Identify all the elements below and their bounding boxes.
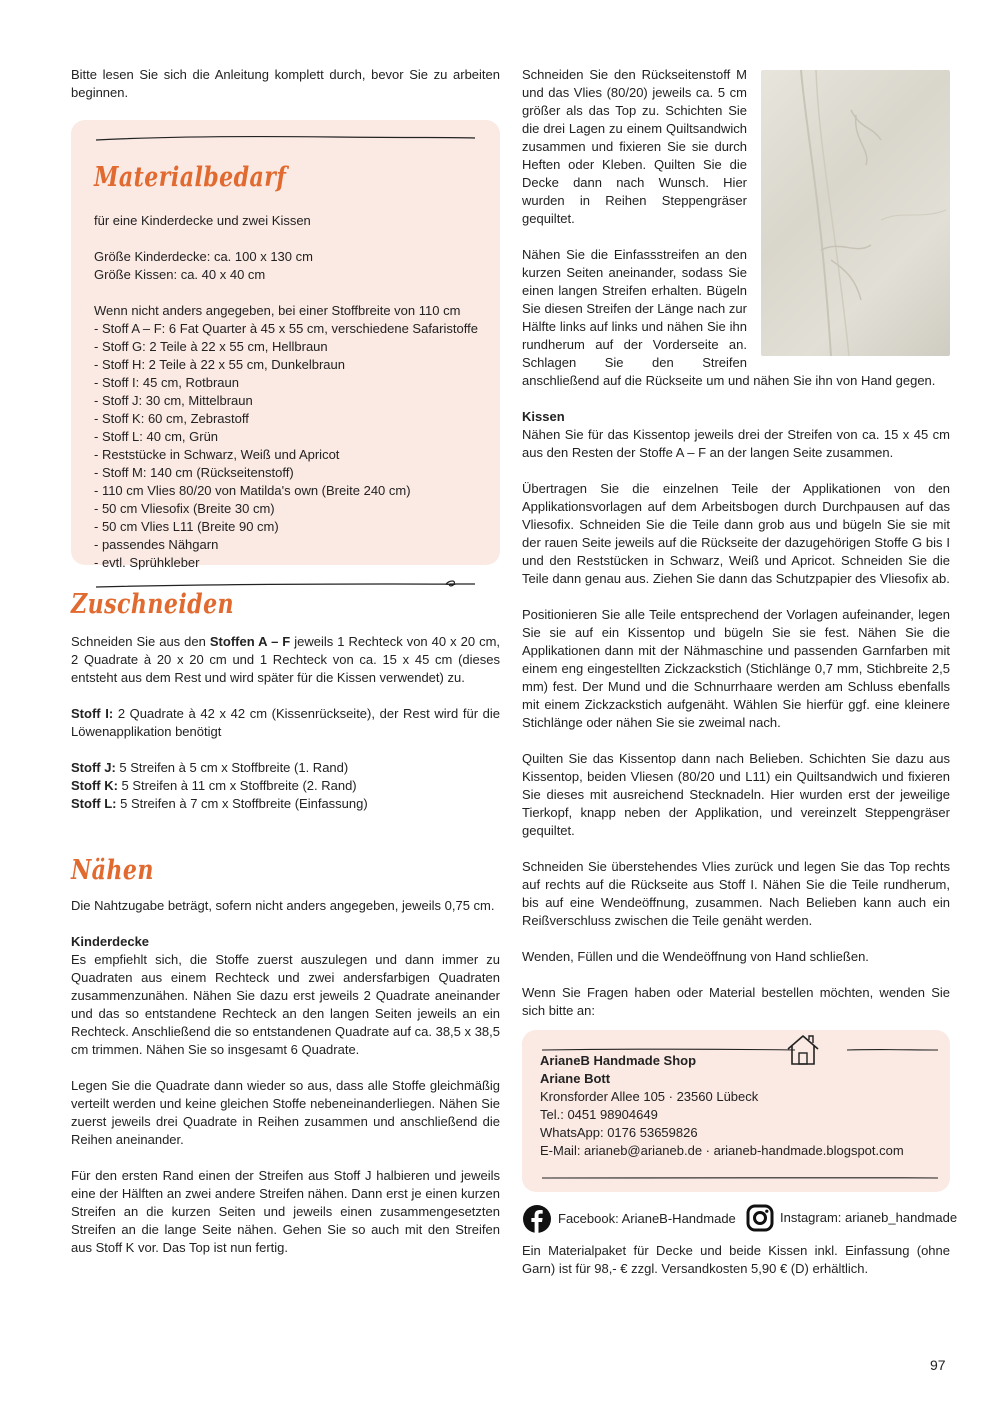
list-item: - 50 cm Vliesofix (Breite 30 cm) — [94, 501, 275, 516]
footer-note: Ein Materialpaket für Decke und beide Kissen inkl. Einfassung (ohne Garn) ist für 98,- € zzgl. Versandkosten 5,90 € (D) erhältlich. — [522, 1243, 950, 1276]
kissen-paragraph-1: Nähen Sie für das Kissentop jeweils drei der Streifen von ca. 15 x 45 cm aus den Resten der Stoffe A – F an der langen Seite zusammen. — [522, 427, 950, 460]
kissen-paragraph-3: Positionieren Sie alle Teile entsprechend der Vorlagen aufeinander, legen Sie sie auf ein Kissentop und bügeln Sie sie fest. Nähen Sie die Applikationen dann mit der Nähmaschine und passenden Garnfarben mit einem eng eingestellten Zickzackstich (Stichlänge 0,7 mm, Stichbreite 2,5 mm) fest. Der Mund und die Schnurrhaare werden am Schluss ebenfalls mit einem Zickzackstich aufgenäht. Wählen Sie hierfür ggf. eine kleinere Stichlänge oder nähen Sie sie zweimal nach. — [522, 607, 950, 730]
list-item: - Reststücke in Schwarz, Weiß und Apricot — [94, 447, 340, 462]
facebook-label: Facebook: ArianeB-Handmade — [558, 1211, 736, 1226]
instagram-link[interactable] — [746, 1204, 957, 1232]
divider-line — [94, 134, 477, 144]
material-heading: Materialbedarf — [94, 162, 287, 193]
contact-divider — [540, 1034, 940, 1064]
kissen-paragraph-2: Übertragen Sie die einzelnen Teile der Applikationen von den Applikationsvorlagen auf dem Arbeitsbogen durch Durchpausen auf das Vliesofix. Schneiden Sie die Teile dann grob aus und bügeln Sie sie mit der rauen Seite jeweils auf die Rückseite der dazugehörigen Stoffe G bis I und den Reststücken in Schwarz, Weiß und Apricot. Schneiden Sie die Teile dann genau aus. Ziehen Sie dann das Schutzpapier des Vliesofix ab. — [522, 481, 950, 586]
instagram-icon — [746, 1204, 774, 1232]
zuschneiden-paragraph: Schneiden Sie aus den Stoffen A – F jeweils 1 Rechteck von 40 x 20 cm, 2 Quadrate à 20 x 20 cm und 1 Rechteck von ca. 15 x 45 cm (dieses entsteht aus dem Rest und wird später für die Kissen verwendet) zu. — [71, 634, 501, 685]
kissen-paragraph-4: Quilten Sie das Kissentop dann nach Belieben. Schichten Sie dazu aus Kissentop, beiden Vliesen (80/20 und L11) ein Quiltsandwich und fixieren Sie dieses mit ausreichend Stecknadeln. Hier wurden erst der jeweilige Tierkopf, knapp neben der Applikation, und vereinzelt Steppengräser gequiltet. — [522, 751, 950, 838]
contact-tel: Tel.: 0451 98904649 — [540, 1107, 658, 1122]
facebook-link[interactable] — [522, 1204, 736, 1234]
list-item: - Stoff H: 2 Teile à 22 x 55 cm, Dunkelbraun — [94, 357, 345, 372]
kinderdecke-subheading: Kinderdecke — [71, 934, 150, 949]
naehen-intro: Die Nahtzugabe beträgt, sofern nicht anders angegeben, jeweils 0,75 cm. — [71, 898, 495, 913]
list-item: - Stoff L: 40 cm, Grün — [94, 429, 219, 444]
contact-name: Ariane Bott — [540, 1071, 611, 1086]
facebook-icon — [522, 1204, 552, 1234]
list-item: - Stoff M: 140 cm (Rückseitenstoff) — [94, 465, 294, 480]
naehen-heading: Nähen — [71, 855, 154, 886]
size-kissen: Größe Kissen: ca. 40 x 40 cm — [94, 267, 266, 282]
shop-name: ArianeB Handmade Shop — [540, 1053, 697, 1068]
contact-divider-bottom — [540, 1174, 940, 1182]
intro-text: Bitte lesen Sie sich die Anleitung komplett durch, bevor Sie zu arbeiten beginnen. — [71, 67, 500, 100]
material-box — [71, 120, 500, 570]
list-item: - passendes Nähgarn — [94, 537, 219, 552]
social-links — [522, 1202, 958, 1236]
list-item: - Stoff A – F: 6 Fat Quarter à 45 x 55 cm, verschiedene Safaristoffe — [94, 321, 478, 336]
material-subtitle: für eine Kinderdecke und zwei Kissen — [94, 213, 311, 228]
instagram-label: Instagram: arianeb_handmade — [780, 1210, 958, 1225]
quilt-photo — [761, 70, 950, 356]
stoff-k-line: Stoff K: 5 Streifen à 11 cm x Stoffbreite (2. Rand) — [71, 778, 357, 793]
size-decke: Größe Kinderdecke: ca. 100 x 130 cm — [94, 249, 313, 264]
list-item: - Stoff J: 30 cm, Mittelbraun — [94, 393, 253, 408]
contact-email[interactable]: E-Mail: arianeb@arianeb.de · arianeb-handmade.blogspot.com — [540, 1143, 904, 1158]
stoff-l-line: Stoff L: 5 Streifen à 7 cm x Stoffbreite (Einfassung) — [71, 796, 368, 811]
house-icon — [785, 1033, 821, 1067]
zuschneiden-heading: Zuschneiden — [71, 589, 235, 620]
right-paragraph-2: Nähen Sie die Einfassstreifen an den kurzen Seiten aneinander, sodass Sie einen langen Streifen erhalten. Bügeln Sie diesen Streifen der Länge nach zur Hälfte links auf links und nähen Sie ihn rundherum auf der Vorderseite an. Schlagen Sie den Streifen anschließend auf die Rückseite um und nähen Sie ihn von Hand gegen. — [522, 247, 936, 388]
list-item: - evtl. Sprühkleber — [94, 555, 200, 570]
right-paragraph-1: Schneiden Sie den Rückseitenstoff M und das Vlies (80/20) jeweils ca. 5 cm größer als das Top zu. Schichten Sie die drei Lagen zu einem Quiltsandwich zusammen und fixieren Sie sie durch Heften oder Kleben. Quilten Sie die Decke dann nach Wunsch. Hier wurden in Reihen Steppengräser gequiltet. — [522, 67, 747, 226]
stoff-j-line: Stoff J: 5 Streifen à 5 cm x Stoffbreite (1. Rand) — [71, 760, 349, 775]
list-item: - Stoff G: 2 Teile à 22 x 55 cm, Hellbraun — [94, 339, 328, 354]
right-column — [522, 66, 958, 1278]
contact-whatsapp: WhatsApp: 0176 53659826 — [540, 1125, 698, 1140]
kissen-paragraph-5: Schneiden Sie überstehendes Vlies zurück und legen Sie das Top rechts auf rechts auf die Rückseite aus Stoff I. Nähen Sie die Teile rundherum, bis auf eine Wendeöffnung, zusammen. Nach Belieben kann auch ein Reißverschluss zwischen die Teile genäht werden. — [522, 859, 950, 928]
material-note: Wenn nicht anders angegeben, bei einer Stoffbreite von 110 cm — [94, 303, 461, 318]
contact-address: Kronsforder Allee 105 · 23560 Lübeck — [540, 1089, 759, 1104]
material-list — [94, 320, 477, 572]
contact-box — [522, 1030, 950, 1192]
kissen-paragraph-7: Wenn Sie Fragen haben oder Material bestellen möchten, wenden Sie sich bitte an: — [522, 985, 950, 1018]
page-number: 97 — [930, 1357, 946, 1373]
quilting-pattern-icon — [761, 70, 950, 356]
list-item: - Stoff K: 60 cm, Zebrastoff — [94, 411, 249, 426]
stoff-i-line: Stoff I: 2 Quadrate à 42 x 42 cm (Kissenrückseite), der Rest wird für die Löwenapplikation benötigt — [71, 706, 501, 739]
naehen-paragraph-1: Es empfiehlt sich, die Stoffe zuerst auszulegen und dann immer zu Quadraten aus einem Rechteck und zwei andersfarbigen Quadraten zusammenzunähen. Nähen Sie dazu erst jeweils 2 Quadrate aneinander und das so entstandene Rechteck an den langen Seiten jeweils an ein Rechteck. Anschließend die so entstandenen Quadrate auf ca. 38,5 x 38,5 cm trimmen. Nähen Sie so insgesamt 6 Quadrate. — [71, 952, 500, 1057]
naehen-paragraph-2: Legen Sie die Quadrate dann wieder so aus, dass alle Stoffe gleichmäßig verteilt werden und keine gleichen Stoffe nebeneinanderliegen. Nähen Sie zuerst jeweils drei Quadrate in Reihen zusammen und anschließend die Reihen aneinander. — [71, 1078, 500, 1147]
list-item: - 50 cm Vlies L11 (Breite 90 cm) — [94, 519, 279, 534]
naehen-paragraph-3: Für den ersten Rand einen der Streifen aus Stoff J halbieren und jeweils eine der Hälften an zwei andere Streifen nähen. Dann erst je einen kurzen Streifen an die kurzen Seiten und jeweils einen zusammengesetzten Streifen an die lange Seite nähen. Gehen Sie so auch mit den Streifen aus Stoff K vor. Das Top ist nun fertig. — [71, 1168, 500, 1255]
kissen-subheading: Kissen — [522, 409, 565, 424]
list-item: - Stoff I: 45 cm, Rotbraun — [94, 375, 239, 390]
list-item: - 110 cm Vlies 80/20 von Matilda's own (Breite 240 cm) — [94, 483, 411, 498]
kissen-paragraph-6: Wenden, Füllen und die Wendeöffnung von Hand schließen. — [522, 949, 869, 964]
left-column — [71, 66, 500, 1257]
